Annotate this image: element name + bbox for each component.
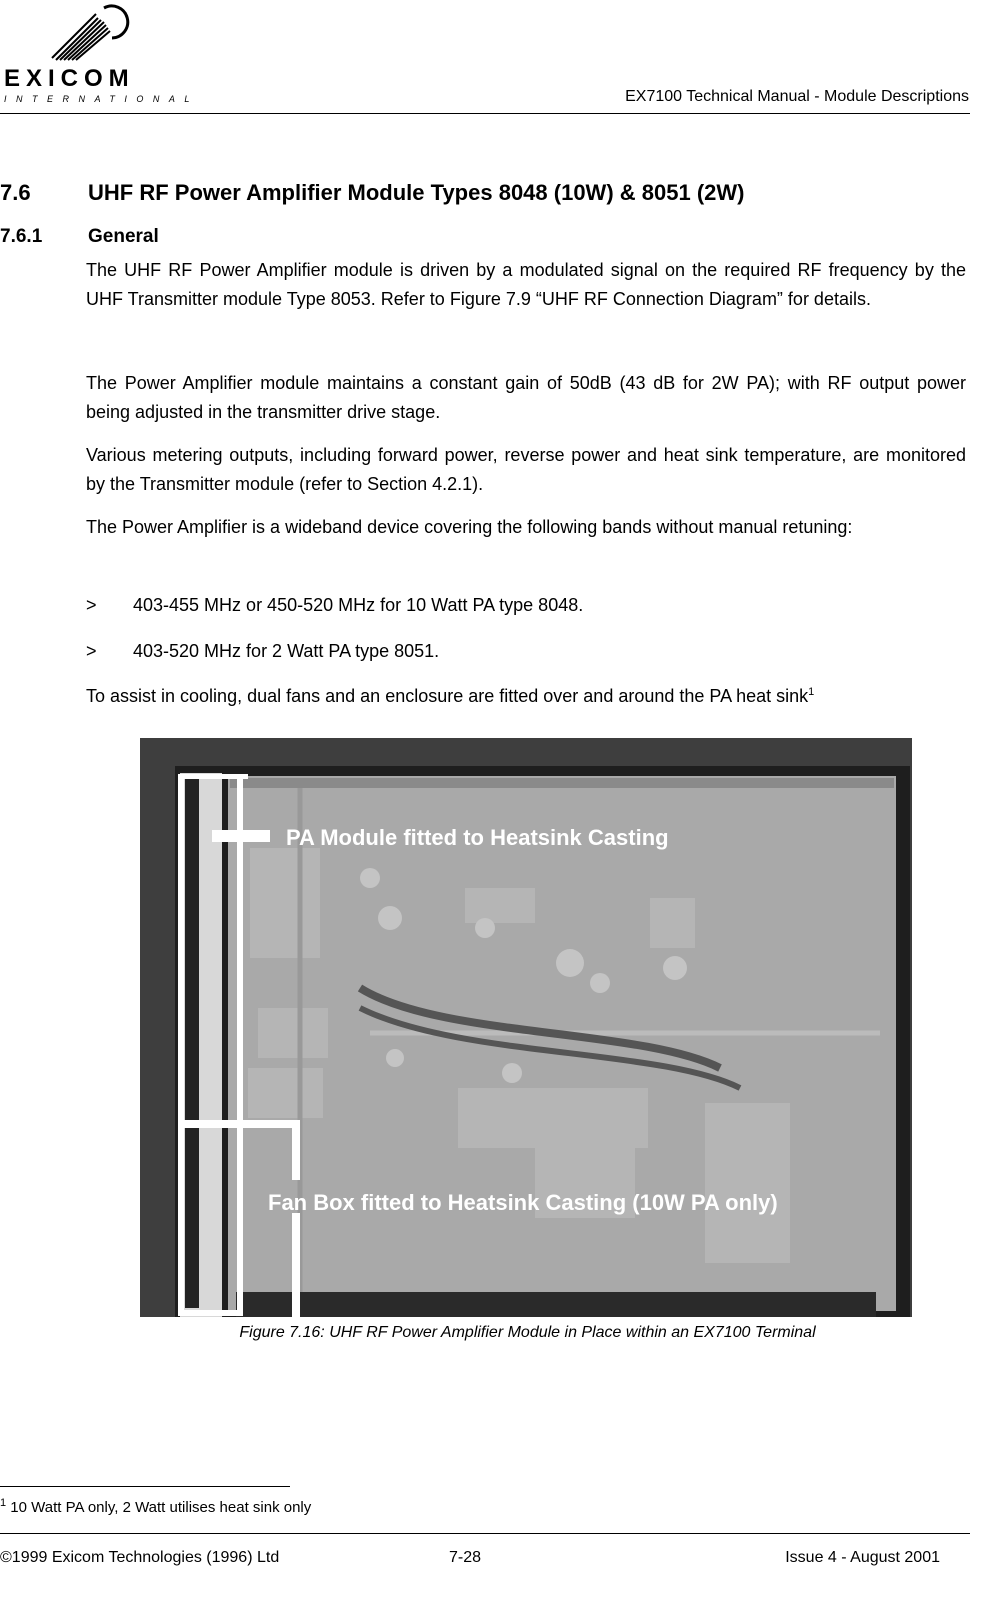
exicom-logo bbox=[0, 0, 199, 110]
footer-issue: Issue 4 - August 2001 bbox=[785, 1549, 940, 1566]
cooling-text: To assist in cooling, dual fans and an enclosure are fitted over and around the PA heat sink bbox=[86, 686, 809, 706]
bullet-text: 403-520 MHz for 2 Watt PA type 8051. bbox=[133, 641, 440, 661]
svg-text:EXICOM: EXICOM bbox=[4, 65, 135, 92]
paragraph: The Power Amplifier module maintains a constant gain of 50dB (43 dB for 2W PA); with RF output power being adjusted in the transmitter drive stage. bbox=[86, 373, 966, 422]
figure-label-top: PA Module fitted to Heatsink Casting bbox=[286, 825, 669, 850]
paragraph: Various metering outputs, including forward power, reverse power and heat sink temperature, are monitored by the Transmitter module (refer to Section 4.2.1). bbox=[86, 445, 966, 494]
footnote-reference: 1 bbox=[808, 686, 815, 698]
figure-label-bottom: Fan Box fitted to Heatsink Casting (10W PA only) bbox=[268, 1190, 778, 1215]
footer-copyright: ©1999 Exicom Technologies (1996) Ltd bbox=[0, 1549, 280, 1566]
section-title: UHF RF Power Amplifier Module Types 8048 (10W) & 8051 (2W) bbox=[88, 180, 745, 205]
bullet-text: 403-455 MHz or 450-520 MHz for 10 Watt PA type 8048. bbox=[133, 595, 584, 615]
subsection-number: 7.6.1 bbox=[0, 226, 43, 247]
paragraph: The Power Amplifier is a wideband device covering the following bands without manual retuning: bbox=[86, 517, 853, 537]
paragraph-cooling bbox=[86, 678, 966, 711]
bullet-marker: > bbox=[86, 641, 97, 661]
figure-caption: Figure 7.16: UHF RF Power Amplifier Module in Place within an EX7100 Terminal bbox=[239, 1324, 816, 1341]
footnote bbox=[0, 1497, 311, 1516]
header-divider bbox=[0, 113, 970, 114]
footnote-divider bbox=[0, 1486, 290, 1487]
pa-module-photo bbox=[140, 738, 912, 1317]
bullet-marker: > bbox=[86, 595, 97, 615]
figure-photo bbox=[140, 738, 912, 1317]
footnote-text: 10 Watt PA only, 2 Watt utilises heat sink only bbox=[6, 1499, 312, 1516]
header-title: EX7100 Technical Manual - Module Descriptions bbox=[625, 88, 969, 105]
footnote-marker: 1 bbox=[0, 1497, 7, 1509]
logo-comet-icon bbox=[0, 0, 199, 110]
paragraph: The UHF RF Power Amplifier module is driven by a modulated signal on the required RF frequency by the UHF Transmitter module Type 8053. Refer to Figure 7.9 “UHF RF Connection Diagram” for details. bbox=[86, 260, 966, 309]
subsection-title: General bbox=[88, 226, 159, 247]
svg-text:INTERNATIONAL: INTERNATIONAL bbox=[4, 94, 199, 104]
footer-page-number: 7-28 bbox=[449, 1549, 482, 1566]
section-number: 7.6 bbox=[0, 180, 31, 205]
footer-divider bbox=[0, 1533, 970, 1534]
